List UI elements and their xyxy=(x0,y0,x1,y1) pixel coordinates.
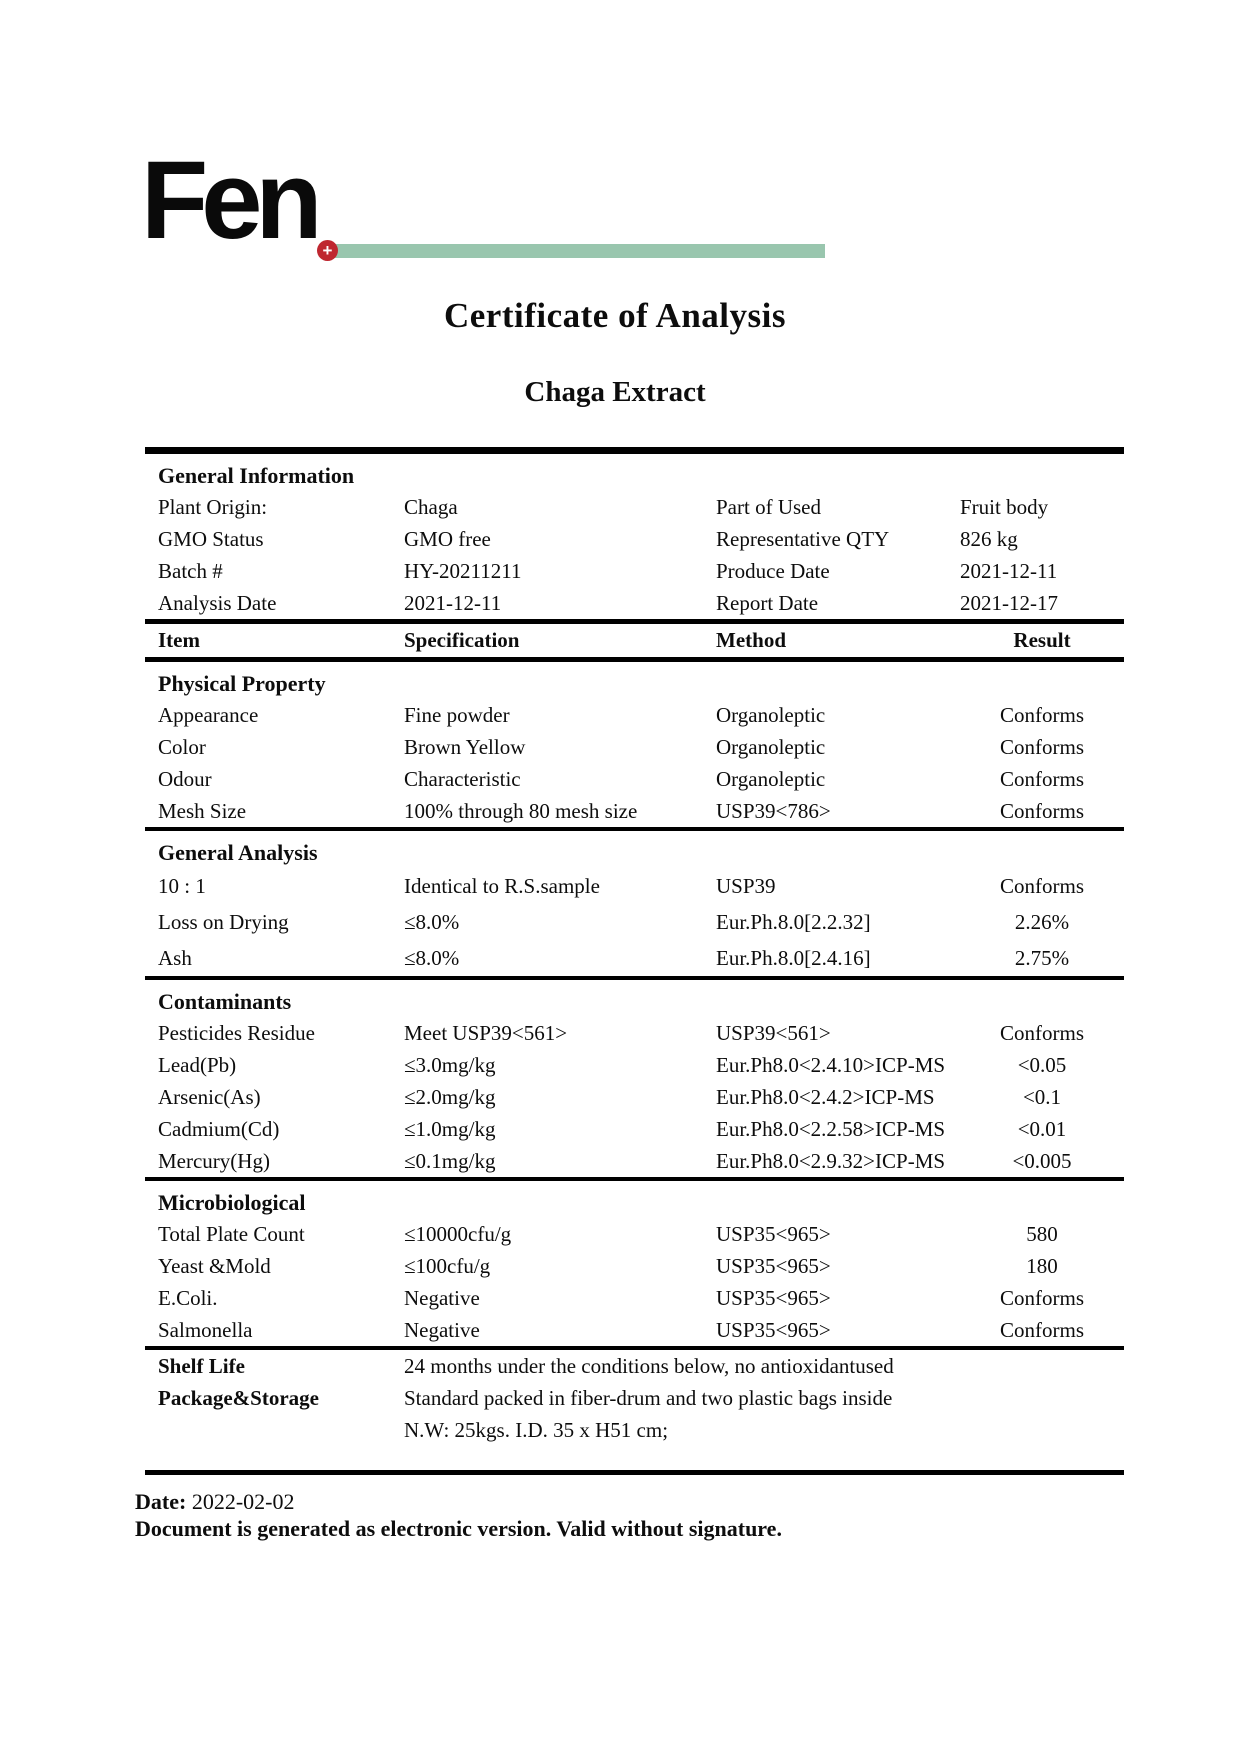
storage-value: N.W: 25kgs. I.D. 35 x H51 cm; xyxy=(404,1418,669,1442)
validity-note: Document is generated as electronic version. Valid without signature. xyxy=(135,1516,782,1541)
cell-specification: Meet USP39<561> xyxy=(404,1021,568,1045)
cell-item: Loss on Drying xyxy=(158,910,289,934)
general-info-label1: Analysis Date xyxy=(158,591,277,615)
column-header-specification: Specification xyxy=(404,628,520,652)
cell-specification: Fine powder xyxy=(404,703,510,727)
cell-item: 10 : 1 xyxy=(158,874,206,898)
table-row xyxy=(145,1113,1124,1145)
general-information-rows xyxy=(145,491,1124,619)
cell-method: USP39<786> xyxy=(716,799,831,823)
divider xyxy=(145,976,1124,980)
general-info-value1: Chaga xyxy=(404,495,458,519)
company-logo: Fen xyxy=(141,139,316,262)
cell-specification: Identical to R.S.sample xyxy=(404,874,600,898)
storage-rows xyxy=(145,1350,1124,1446)
table-row xyxy=(145,940,1124,976)
storage-row xyxy=(145,1414,1124,1446)
column-header-method: Method xyxy=(716,628,786,652)
section-heading-general-analysis: General Analysis xyxy=(158,840,318,865)
date-label: Date: xyxy=(135,1489,187,1514)
general-info-label1: GMO Status xyxy=(158,527,264,551)
storage-label: Package&Storage xyxy=(158,1386,319,1410)
cell-result: Conforms xyxy=(1000,1286,1084,1310)
document-footer xyxy=(135,1488,782,1542)
cell-specification: ≤1.0mg/kg xyxy=(404,1117,496,1141)
column-header-item: Item xyxy=(158,628,200,652)
cell-method: USP35<965> xyxy=(716,1318,831,1342)
cell-result: Conforms xyxy=(1000,799,1084,823)
cell-item: E.Coli. xyxy=(158,1286,218,1310)
cell-result: Conforms xyxy=(1000,703,1084,727)
table-row xyxy=(145,795,1124,827)
general-info-value2: 2021-12-17 xyxy=(960,591,1058,615)
cell-specification: ≤8.0% xyxy=(404,910,460,934)
cell-method: Eur.Ph8.0<2.4.2>ICP-MS xyxy=(716,1085,935,1109)
cell-result: 580 xyxy=(1026,1222,1058,1246)
section-heading-microbiological: Microbiological xyxy=(158,1190,306,1215)
divider xyxy=(145,1470,1124,1475)
cell-result: <0.005 xyxy=(1012,1149,1072,1173)
table-row xyxy=(145,1282,1124,1314)
general-info-value2: Fruit body xyxy=(960,495,1049,519)
cell-item: Color xyxy=(158,735,206,759)
cell-method: Eur.Ph8.0<2.2.58>ICP-MS xyxy=(716,1117,946,1141)
cell-result: Conforms xyxy=(1000,1318,1084,1342)
general-info-value1: GMO free xyxy=(404,527,491,551)
cell-method: Eur.Ph.8.0[2.4.16] xyxy=(716,946,871,970)
plus-badge-icon: + xyxy=(317,240,338,261)
date-value: 2022-02-02 xyxy=(191,1489,295,1514)
general-info-row xyxy=(145,555,1124,587)
general-info-label2: Representative QTY xyxy=(716,527,890,551)
general-info-value1: HY-20211211 xyxy=(404,559,522,583)
general-info-value2: 826 kg xyxy=(960,527,1018,551)
cell-method: Organoleptic xyxy=(716,735,826,759)
table-row xyxy=(145,1081,1124,1113)
section-heading-general-information: General Information xyxy=(158,463,355,488)
result-sections xyxy=(145,668,1124,1350)
storage-value: Standard packed in fiber-drum and two plastic bags inside xyxy=(404,1386,893,1410)
cell-item: Ash xyxy=(158,946,192,970)
column-header-result: Result xyxy=(1013,628,1071,652)
general-info-label1: Batch # xyxy=(158,559,223,583)
cell-result: Conforms xyxy=(1000,874,1084,898)
cell-item: Cadmium(Cd) xyxy=(158,1117,280,1141)
cell-specification: ≤100cfu/g xyxy=(404,1254,491,1278)
column-header-row xyxy=(145,624,1124,657)
cell-result: 2.26% xyxy=(1014,910,1070,934)
table-row xyxy=(145,1250,1124,1282)
table-row xyxy=(145,1145,1124,1177)
cell-method: USP35<965> xyxy=(716,1254,831,1278)
table-row xyxy=(145,868,1124,904)
cell-item: Pesticides Residue xyxy=(158,1021,315,1045)
cell-method: USP35<965> xyxy=(716,1286,831,1310)
coa-table xyxy=(145,447,1124,1475)
general-info-label2: Part of Used xyxy=(716,495,821,519)
cell-method: Organoleptic xyxy=(716,767,826,791)
general-info-row xyxy=(145,587,1124,619)
general-info-row xyxy=(145,523,1124,555)
cell-result: <0.01 xyxy=(1017,1117,1067,1141)
cell-method: Organoleptic xyxy=(716,703,826,727)
cell-result: 2.75% xyxy=(1014,946,1070,970)
logo-accent-bar xyxy=(332,244,825,258)
cell-specification: Brown Yellow xyxy=(404,735,526,759)
divider xyxy=(145,827,1124,831)
issue-date-line xyxy=(135,1488,782,1515)
cell-item: Total Plate Count xyxy=(158,1222,305,1246)
general-info-row xyxy=(145,491,1124,523)
cell-result: Conforms xyxy=(1000,767,1084,791)
cell-item: Mercury(Hg) xyxy=(158,1149,270,1173)
cell-specification: ≤0.1mg/kg xyxy=(404,1149,496,1173)
cell-specification: Negative xyxy=(404,1318,480,1342)
cell-method: USP39<561> xyxy=(716,1021,831,1045)
cell-specification: Negative xyxy=(404,1286,480,1310)
section-heading-contaminants: Contaminants xyxy=(158,989,292,1014)
table-row xyxy=(145,1017,1124,1049)
table-row xyxy=(145,1314,1124,1346)
divider xyxy=(145,447,1124,454)
document-title: Certificate of Analysis xyxy=(444,296,786,335)
storage-label xyxy=(158,1414,404,1446)
table-row xyxy=(145,1049,1124,1081)
general-info-value2: 2021-12-11 xyxy=(960,559,1058,583)
cell-item: Yeast &Mold xyxy=(158,1254,271,1278)
cell-method: USP39 xyxy=(716,874,776,898)
table-row xyxy=(145,763,1124,795)
section-heading-physical-property: Physical Property xyxy=(158,671,326,696)
cell-method: Eur.Ph8.0<2.9.32>ICP-MS xyxy=(716,1149,946,1173)
cell-item: Salmonella xyxy=(158,1318,253,1342)
cell-item: Arsenic(As) xyxy=(158,1085,261,1109)
product-name: Chaga Extract xyxy=(524,376,706,408)
general-info-label2: Produce Date xyxy=(716,559,830,583)
cell-item: Mesh Size xyxy=(158,799,247,823)
storage-row xyxy=(145,1350,1124,1382)
storage-value: 24 months under the conditions below, no antioxidantused xyxy=(404,1354,894,1378)
cell-specification: Characteristic xyxy=(404,767,521,791)
cell-specification: ≤2.0mg/kg xyxy=(404,1085,496,1109)
cell-method: Eur.Ph.8.0[2.2.32] xyxy=(716,910,871,934)
table-row xyxy=(145,1218,1124,1250)
divider xyxy=(145,1177,1124,1181)
cell-result: 180 xyxy=(1026,1254,1058,1278)
cell-specification: ≤3.0mg/kg xyxy=(404,1053,496,1077)
cell-result: <0.05 xyxy=(1017,1053,1067,1077)
table-row xyxy=(145,904,1124,940)
cell-method: Eur.Ph8.0<2.4.10>ICP-MS xyxy=(716,1053,946,1077)
cell-specification: 100% through 80 mesh size xyxy=(404,799,638,823)
general-info-value1: 2021-12-11 xyxy=(404,591,502,615)
divider xyxy=(145,657,1124,662)
storage-label: Shelf Life xyxy=(158,1354,245,1378)
cell-specification: ≤10000cfu/g xyxy=(404,1222,512,1246)
general-info-label2: Report Date xyxy=(716,591,819,615)
cell-result: Conforms xyxy=(1000,735,1084,759)
cell-item: Lead(Pb) xyxy=(158,1053,237,1077)
cell-item: Odour xyxy=(158,767,212,791)
general-info-label1: Plant Origin: xyxy=(158,495,268,519)
storage-row xyxy=(145,1382,1124,1414)
cell-method: USP35<965> xyxy=(716,1222,831,1246)
table-row xyxy=(145,699,1124,731)
cell-item: Appearance xyxy=(158,703,259,727)
table-row xyxy=(145,731,1124,763)
cell-result: <0.1 xyxy=(1022,1085,1062,1109)
cell-specification: ≤8.0% xyxy=(404,946,460,970)
cell-result: Conforms xyxy=(1000,1021,1084,1045)
